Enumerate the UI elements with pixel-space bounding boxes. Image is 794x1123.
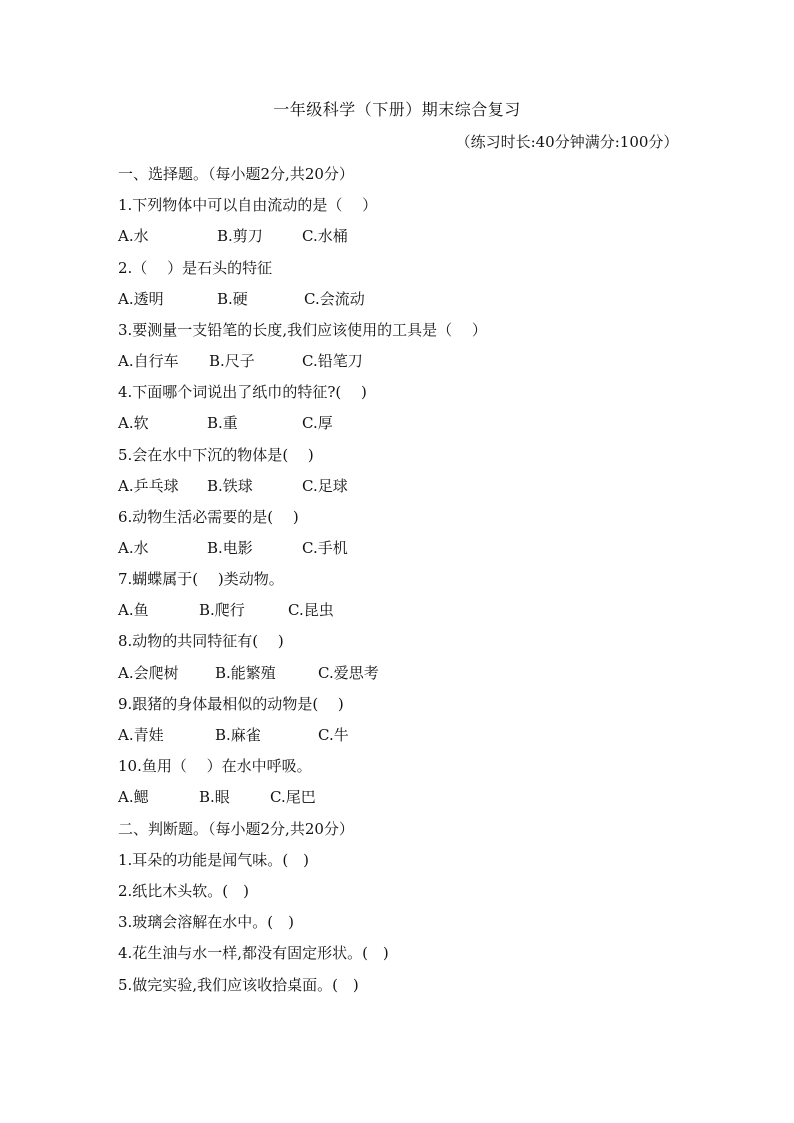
page-subtitle: （练习时长:40分钟满分:100分） <box>455 133 679 151</box>
option-a: A.乒乓球 <box>118 477 179 495</box>
option-b: B.爬行 <box>199 601 245 619</box>
option-c: C.会流动 <box>304 290 365 308</box>
option-a: A.水 <box>118 227 149 245</box>
section-heading-judgement: 二、判断题。（每小题2分,共20分） <box>118 820 354 838</box>
option-a: A.鱼 <box>118 601 149 619</box>
question-8: 8.动物的共同特征有( ) <box>118 632 284 650</box>
option-b: B.重 <box>207 414 238 432</box>
question-1: 1.下列物体中可以自由流动的是（ ） <box>118 196 378 214</box>
option-c: C.足球 <box>302 477 348 495</box>
judgement-item-4: 4.花生油与水一样,都没有固定形状。( ) <box>118 944 389 962</box>
option-a: A.鳃 <box>118 788 149 806</box>
option-b: B.眼 <box>199 788 230 806</box>
option-b: B.电影 <box>207 539 253 557</box>
page-title: 一年级科学（下册）期末综合复习 <box>273 100 521 119</box>
option-a: A.青娃 <box>118 726 164 744</box>
question-6: 6.动物生活必需要的是( ) <box>118 508 299 526</box>
option-b: B.硬 <box>217 290 248 308</box>
option-a: A.软 <box>118 414 149 432</box>
option-a: A.水 <box>118 539 149 557</box>
option-c: C.昆虫 <box>288 601 334 619</box>
option-a: A.会爬树 <box>118 664 179 682</box>
option-b: B.能繁殖 <box>215 664 276 682</box>
option-a: A.自行车 <box>118 352 179 370</box>
option-c: C.厚 <box>302 414 333 432</box>
question-4: 4.下面哪个词说出了纸巾的特征?( ) <box>118 383 367 401</box>
option-c: C.水桶 <box>302 227 348 245</box>
option-c: C.铅笔刀 <box>302 352 363 370</box>
judgement-item-2: 2.纸比木头软。( ) <box>118 882 250 900</box>
option-b: B.尺子 <box>209 352 255 370</box>
question-3: 3.要测量一支铅笔的长度,我们应该使用的工具是（ ） <box>118 321 487 339</box>
option-b: B.铁球 <box>207 477 253 495</box>
option-c: C.牛 <box>318 726 349 744</box>
question-10: 10.鱼用（ ）在水中呼吸。 <box>118 757 312 775</box>
option-b: B.剪刀 <box>217 227 263 245</box>
option-a: A.透明 <box>118 290 164 308</box>
option-c: C.爱思考 <box>318 664 379 682</box>
option-b: B.麻雀 <box>215 726 261 744</box>
judgement-item-3: 3.玻璃会溶解在水中。( ) <box>118 913 295 931</box>
question-5: 5.会在水中下沉的物体是( ) <box>118 446 314 464</box>
option-c: C.手机 <box>302 539 348 557</box>
question-2: 2.（ ）是石头的特征 <box>118 259 273 277</box>
option-c: C.尾巴 <box>270 788 316 806</box>
judgement-item-5: 5.做完实验,我们应该收拾桌面。( ) <box>118 976 359 994</box>
judgement-item-1: 1.耳朵的功能是闻气味。( ) <box>118 851 310 869</box>
question-9: 9.跟猪的身体最相似的动物是( ) <box>118 695 344 713</box>
section-heading-choice: 一、选择题。（每小题2分,共20分） <box>118 165 354 183</box>
question-7: 7.蝴蝶属于( )类动物。 <box>118 570 284 588</box>
